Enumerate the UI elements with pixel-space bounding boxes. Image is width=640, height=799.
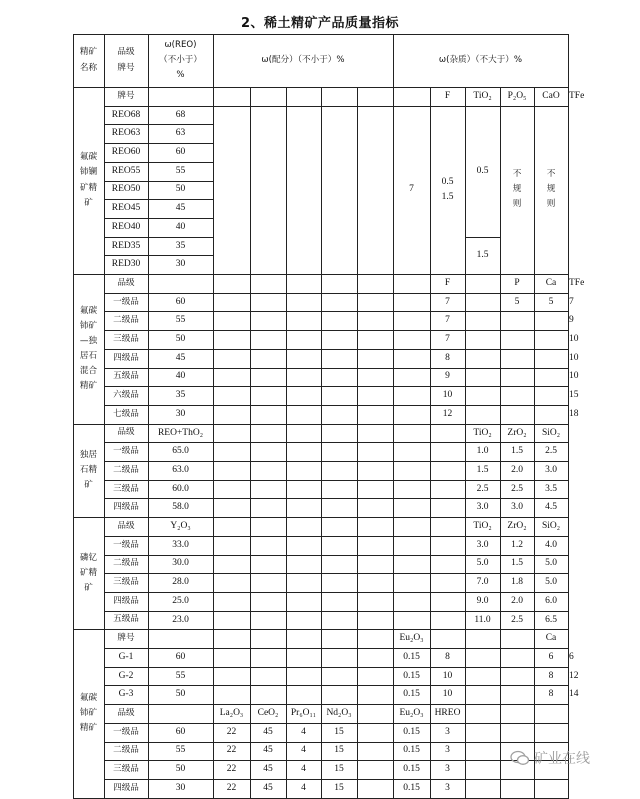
column-subheader: TiO₂: [473, 427, 492, 438]
grade-label: 四级品: [113, 352, 139, 363]
table-cell: 30.0: [172, 558, 189, 569]
column-subheader: TFe: [569, 90, 585, 101]
table-cell: 4: [301, 745, 306, 756]
table-cell: 63.0: [172, 464, 189, 475]
table-cell: 15: [334, 726, 344, 737]
grade-label: 二级品: [113, 464, 139, 475]
grid-line: [286, 87, 287, 274]
table-cell: 6.5: [545, 614, 557, 625]
grid-line: [250, 424, 251, 518]
column-subheader: TiO₂: [473, 521, 492, 532]
table-cell: 18: [569, 408, 579, 419]
reo-value: 30: [175, 259, 186, 270]
table-cell: 33.0: [172, 539, 189, 550]
table-cell: 12: [569, 670, 579, 681]
table-cell: 7: [445, 315, 450, 326]
table-cell: 60: [175, 296, 186, 307]
column-subheader: Ca: [545, 633, 557, 644]
grade-label: G-2: [118, 670, 134, 681]
grid-line: [465, 517, 466, 629]
table-cell: 10: [569, 352, 579, 363]
grid-line: [73, 34, 74, 87]
table-cell: 8: [548, 689, 554, 700]
reo-value: 35: [175, 240, 186, 251]
column-subheader: REO+ThO₂: [157, 427, 204, 438]
grade-label: 四级品: [113, 782, 139, 793]
grid-line: [148, 629, 149, 797]
table-cell: 45: [175, 352, 186, 363]
table-cell: 2.5: [511, 483, 523, 494]
column-subheader: 品级: [117, 520, 135, 531]
grid-line: [73, 424, 74, 518]
reo-value: 45: [175, 203, 186, 214]
wechat-icon: [510, 750, 530, 766]
table-cell: 2.0: [511, 464, 523, 475]
watermark-text: 矿业在线: [534, 751, 590, 767]
table-cell: 9: [445, 371, 450, 382]
grid-line: [393, 424, 394, 518]
table-cell: 4: [301, 764, 306, 775]
grid-line: [430, 517, 431, 629]
column-subheader: HREO: [434, 708, 461, 719]
grid-line: [357, 629, 358, 797]
grade-code: REO63: [111, 128, 141, 139]
grid-line: [430, 629, 431, 797]
document-title: 2、稀土精矿产品质量指标: [240, 16, 400, 31]
column-subheader: 品级: [117, 427, 135, 438]
grid-line: [500, 629, 501, 797]
column-subheader: F: [444, 90, 451, 101]
column-subheader: ZrO₂: [507, 521, 527, 532]
grade-label: 四级品: [113, 502, 139, 513]
grade-label: 三级品: [113, 764, 139, 775]
table-cell: 5.0: [545, 558, 557, 569]
grid-line: [357, 274, 358, 424]
table-cell: 45: [263, 745, 273, 756]
column-subheader: CeO₂: [257, 708, 279, 719]
table-cell: 22: [226, 782, 237, 793]
column-subheader: Eu₂O₃: [399, 633, 424, 644]
grid-line: [534, 274, 535, 424]
grid-line: [148, 34, 149, 87]
grid-line: [500, 517, 501, 629]
table-cell: 10: [569, 334, 579, 345]
table-cell: 0.15: [403, 782, 420, 793]
grid-line: [430, 87, 431, 274]
table-cell: 10: [442, 390, 453, 401]
table-cell: 15: [334, 745, 344, 756]
column-subheader: Nd₂O₃: [326, 708, 352, 719]
grid-line: [250, 517, 251, 629]
table-cell: 30: [175, 408, 186, 419]
grade-label: 三级品: [113, 577, 139, 588]
table-cell: 55: [175, 315, 186, 326]
grid-line: [534, 629, 535, 797]
grid-line: [286, 629, 287, 797]
table-cell: 1.2: [511, 539, 523, 550]
column-subheader: ZrO₂: [507, 427, 527, 438]
grade-label: 一级品: [113, 539, 139, 550]
grid-line: [500, 87, 501, 274]
header-product-name: 精矿 名称: [79, 47, 98, 73]
table-cell: 0.15: [403, 726, 420, 737]
grade-label: 一级品: [113, 726, 139, 737]
table-cell: 28.0: [172, 577, 189, 588]
header-reo: ω(REO) （不小于） %: [159, 39, 202, 81]
table-cell: 11.0: [474, 614, 491, 625]
product-name: 磷钇 矿精 矿: [79, 552, 98, 593]
table-cell: 9: [569, 315, 574, 326]
grid-line: [73, 517, 74, 629]
grade-label: 四级品: [113, 595, 139, 606]
table-cell: 1.5: [511, 446, 523, 457]
table-cell: 10: [569, 371, 579, 382]
table-cell: 2.0: [511, 595, 523, 606]
table-cell: 50: [175, 764, 186, 775]
table-cell: 15: [334, 764, 344, 775]
grade-label: 二级品: [113, 315, 139, 326]
table-cell: 25.0: [172, 595, 189, 606]
grid-line: [104, 424, 105, 518]
table-cell: 35: [175, 390, 186, 401]
product-name: 氟碳 铈镧 矿精 矿: [79, 152, 98, 208]
table-cell: 5: [514, 296, 520, 307]
grid-line: [465, 87, 466, 274]
grid-line: [393, 34, 394, 87]
table-cell: 15: [569, 390, 579, 401]
product-name: 氟碳 铈矿 精矿: [79, 692, 98, 733]
table-cell: 45: [263, 726, 273, 737]
table-cell: 30: [175, 782, 186, 793]
grid-line: [568, 424, 569, 518]
reo-value: 50: [175, 184, 186, 195]
table-cell: 12: [442, 408, 453, 419]
grid-line: [568, 87, 569, 274]
grid-line: [393, 274, 394, 424]
table-cell: 15: [334, 782, 344, 793]
header-impurities: ω(杂质）（不大于）%: [438, 54, 523, 65]
grade-label: 三级品: [113, 333, 139, 344]
table-cell: 9.0: [476, 595, 489, 606]
grid-line: [321, 87, 322, 274]
grade-label: 二级品: [113, 745, 139, 756]
grid-line: [286, 517, 287, 629]
grade-code: REO50: [111, 184, 141, 195]
grid-line: [465, 629, 466, 797]
grid-line: [465, 274, 466, 424]
grid-line: [104, 87, 105, 274]
table-cell: 50: [175, 334, 186, 345]
grid-line: [321, 629, 322, 797]
column-subheader: La₂O₃: [219, 708, 244, 719]
grid-line: [534, 87, 535, 274]
impurity-cao: 不 规 则: [512, 169, 522, 210]
reo-value: 60: [175, 147, 186, 158]
grid-line: [213, 34, 214, 87]
grid-line: [568, 629, 569, 797]
product-name: 氟碳 铈矿 —独 居石 混合 精矿: [79, 305, 98, 391]
table-cell: 1.5: [511, 558, 523, 569]
table-cell: 22: [226, 726, 237, 737]
grid-line: [213, 629, 214, 797]
watermark: [510, 748, 590, 768]
grid-line: [73, 274, 74, 424]
table-cell: 7: [569, 296, 574, 307]
impurity-p2o5: 0.5: [476, 165, 489, 176]
column-subheader: SiO₂: [541, 427, 561, 438]
column-subheader: P₂O₅: [507, 90, 527, 101]
column-subheader: Eu₂O₃: [399, 708, 424, 719]
table-cell: 4: [301, 782, 306, 793]
table-cell: 55: [175, 745, 186, 756]
table-cell: 0.15: [403, 764, 420, 775]
impurity-p2o5: 1.5: [476, 249, 489, 260]
table-cell: 60: [175, 726, 186, 737]
table-cell: 40: [175, 371, 186, 382]
reo-value: 55: [175, 165, 186, 176]
column-subheader: 品级: [117, 707, 135, 718]
grid-line: [104, 34, 105, 87]
column-subheader: 牌号: [117, 90, 135, 101]
grid-line: [213, 87, 214, 274]
reo-value: 63: [175, 128, 186, 139]
product-name: 独居 石精 矿: [79, 449, 98, 490]
table-cell: 45: [263, 764, 273, 775]
table-cell: 6: [548, 651, 554, 662]
table-cell: 3.0: [545, 464, 557, 475]
table-cell: 6.0: [545, 595, 557, 606]
table-cell: 4: [301, 726, 306, 737]
column-subheader: SiO₂: [541, 521, 561, 532]
table-cell: 55: [175, 670, 186, 681]
table-cell: 60: [175, 651, 186, 662]
grid-line: [393, 629, 394, 797]
column-subheader: 品级: [117, 277, 135, 288]
table-cell: 10: [442, 689, 453, 700]
table-cell: 5.0: [476, 558, 489, 569]
reo-value: 68: [175, 109, 186, 120]
table-cell: 10: [442, 670, 453, 681]
grade-label: 七级品: [113, 408, 139, 419]
table-cell: 58.0: [172, 502, 189, 513]
table-cell: 2.5: [476, 483, 489, 494]
grid-line: [534, 517, 535, 629]
table-cell: 0.15: [403, 745, 420, 756]
grid-line: [568, 274, 569, 424]
grid-line: [430, 424, 431, 518]
table-cell: 3.0: [476, 539, 489, 550]
column-subheader: Y₂O₃: [170, 521, 191, 532]
table-cell: 22: [226, 745, 237, 756]
table-cell: 3.0: [476, 502, 489, 513]
grade-code: RED30: [111, 259, 141, 270]
table-cell: 23.0: [172, 614, 189, 625]
reo-value: 40: [175, 221, 186, 232]
table-cell: 60.0: [172, 483, 189, 494]
column-subheader: TFe: [569, 277, 585, 288]
table-cell: 4.0: [545, 539, 557, 550]
table-cell: 50: [175, 689, 186, 700]
grid-line: [213, 517, 214, 629]
table-cell: 3.5: [545, 483, 557, 494]
column-subheader: CaO: [542, 90, 560, 101]
grade-code: RED35: [111, 240, 141, 251]
table-cell: 6: [569, 651, 574, 662]
table-cell: 3: [445, 726, 450, 737]
grade-label: 六级品: [113, 390, 139, 401]
column-subheader: TiO₂: [473, 90, 492, 101]
grid-line: [393, 87, 394, 274]
table-cell: 0.15: [403, 651, 420, 662]
table-cell: 3.0: [511, 502, 523, 513]
grid-line: [250, 629, 251, 797]
column-subheader: Pr₆O₁₁: [290, 708, 317, 719]
table-cell: 1.5: [476, 464, 489, 475]
grid-line: [73, 87, 74, 274]
column-subheader: F: [444, 277, 451, 288]
grid-line: [148, 517, 149, 629]
grade-label: 二级品: [113, 558, 139, 569]
grid-line: [430, 274, 431, 424]
table-cell: 45: [263, 782, 273, 793]
grade-code: REO55: [111, 165, 141, 176]
grade-code: REO40: [111, 221, 141, 232]
table-cell: 22: [226, 764, 237, 775]
header-grade: 品级 牌号: [117, 47, 135, 73]
grid-line: [500, 274, 501, 424]
table-cell: 3: [445, 782, 450, 793]
grid-line: [104, 517, 105, 629]
grid-line: [568, 34, 569, 87]
table-cell: 5.0: [545, 577, 557, 588]
table-cell: 0.15: [403, 670, 420, 681]
grid-line: [73, 629, 74, 797]
grid-line: [148, 274, 149, 424]
grid-line: [393, 517, 394, 629]
grid-line: [250, 87, 251, 274]
grid-line: [148, 424, 149, 518]
grid-line: [357, 87, 358, 274]
grid-line: [534, 424, 535, 518]
column-subheader: P: [514, 277, 520, 288]
impurity-f: 7: [409, 184, 414, 195]
grid-line: [104, 629, 105, 797]
grid-line: [465, 424, 466, 518]
grid-line: [286, 424, 287, 518]
grid-line: [321, 274, 322, 424]
grade-label: 一级品: [113, 296, 139, 307]
grade-label: G-1: [118, 651, 134, 662]
grade-label: G-3: [118, 689, 134, 700]
table-cell: 1.8: [511, 577, 523, 588]
table-cell: 4.5: [545, 502, 557, 513]
grid-line: [321, 424, 322, 518]
grade-label: 五级品: [113, 614, 139, 625]
grade-code: REO68: [111, 109, 141, 120]
grade-code: REO45: [111, 203, 141, 214]
column-subheader: Ca: [545, 277, 557, 288]
table-cell: 2.5: [511, 614, 523, 625]
grade-code: REO60: [111, 147, 141, 158]
grid-line: [148, 87, 149, 274]
table-cell: 3: [445, 764, 450, 775]
grid-line: [104, 274, 105, 424]
impurity-tio2: 0.5 1.5: [441, 177, 454, 202]
grid-line: [500, 424, 501, 518]
grid-line: [286, 274, 287, 424]
grid-line: [213, 424, 214, 518]
table-cell: 0.15: [403, 689, 420, 700]
grid-line: [250, 274, 251, 424]
table-cell: 8: [445, 651, 450, 662]
impurity-tfe: 不 规 则: [546, 169, 556, 210]
table-cell: 3: [445, 745, 450, 756]
header-distribution: ω(配分）（不小于）%: [261, 54, 345, 65]
grid-line: [321, 517, 322, 629]
grid-line: [357, 517, 358, 629]
table-cell: 2.5: [545, 446, 557, 457]
table-cell: 14: [569, 689, 579, 700]
table-cell: 8: [548, 670, 554, 681]
grid-line: [213, 274, 214, 424]
table-cell: 7: [445, 296, 450, 307]
grid-line: [357, 424, 358, 518]
grade-label: 三级品: [113, 483, 139, 494]
table-cell: 1.0: [476, 446, 489, 457]
table-cell: 8: [445, 352, 450, 363]
table-cell: 7.0: [476, 577, 489, 588]
grade-label: 一级品: [113, 446, 139, 457]
table-cell: 7: [445, 334, 450, 345]
grade-label: 五级品: [113, 371, 139, 382]
grid-line: [568, 517, 569, 629]
table-cell: 65.0: [172, 446, 189, 457]
table-cell: 5: [548, 296, 554, 307]
column-subheader: 牌号: [117, 633, 135, 644]
